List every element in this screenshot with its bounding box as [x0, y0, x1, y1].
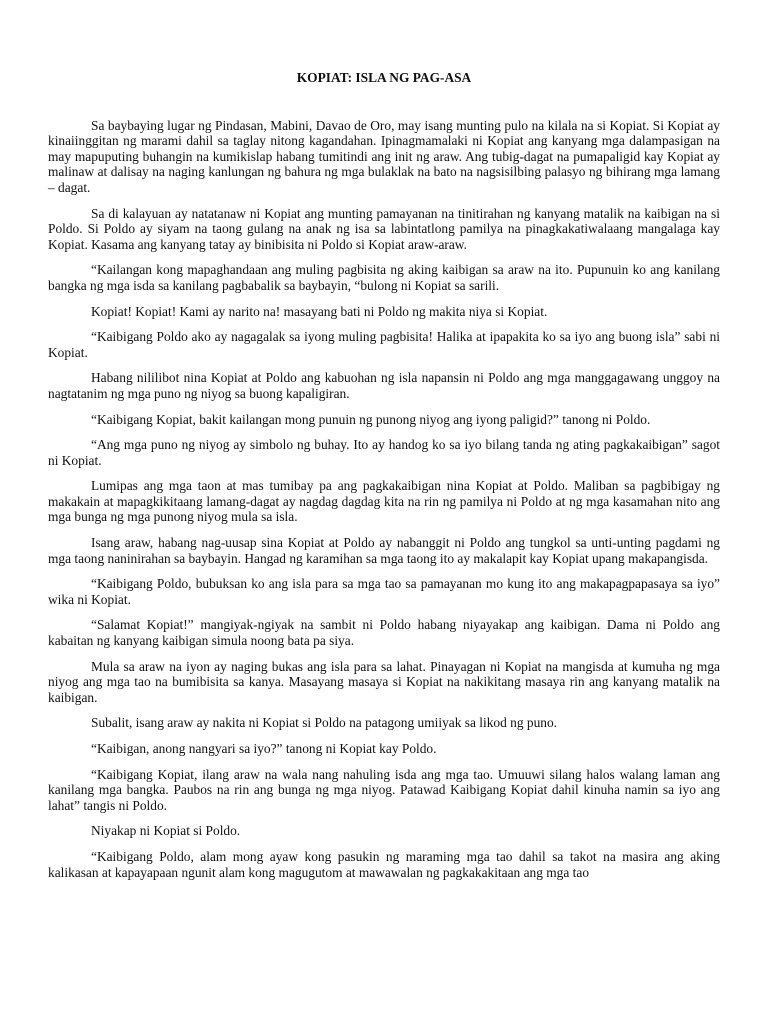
paragraph: Subalit, isang araw ay nakita ni Kopiat si Poldo na patagong umiiyak sa likod ng puno. [91, 715, 557, 731]
paragraph: “Kaibigang Poldo, bubuksan ko ang isla para sa mga tao sa pamayanan mo kung ito ang makapagpapasaya sa iyo” wika ni Kopiat. [48, 576, 720, 607]
paragraph: Mula sa araw na iyon ay naging bukas ang isla para sa lahat. Pinayagan ni Kopiat na mangisda at kumuha ng mga niyog ang mga tao na bumibisita sa kanya. Masayang masaya si Kopiat na nakikitang masaya rin ang kanyang matalik na kaibigan. [48, 658, 720, 705]
paragraph: Niyakap ni Kopiat si Poldo. [91, 823, 241, 839]
paragraph: Habang nililibot nina Kopiat at Poldo ang kabuohan ng isla napansin ni Poldo ang mga manggagawang unggoy na nagtatanim ng mga puno ng niyog sa buong kapaligiran. [48, 370, 720, 401]
paragraph: “Salamat Kopiat!” mangiyak-ngiyak na sambit ni Poldo habang niyayakap ang kaibigan. Dama ni Poldo ang kabaitan ng kanyang kaibigan simula noong bata pa siya. [48, 617, 720, 649]
paragraph: “Kailangan kong mapaghandaan ang muling pagbisita ng aking kaibigan sa araw na ito. Pupunuin ko ang kanilang bangka ng mga isda sa kanilang pagbabalik sa baybayin, “bulong ni Kopiat sa sarili. [48, 262, 720, 293]
paragraph: Sa baybaying lugar ng Pindasan, Mabini, Davao de Oro, may isang munting pulo na kilala na si Kopiat. Si Kopiat ay kinaiinggitan ng marami dahil sa taglay nitong kagandahan. Ipinagmamalaki ni Kopiat ang kanyang mga dalampasigan na may mapuputing buhangin na kumikislap habang tumitindi ang init ng araw. Ang tubig-dagat na pumapaligid kay Kopiat ay malinaw at dalisay na naging kanlungan ng bahura ng mga bulaklak na bato na nagsisilbing palasyo ng bihirang mga lamang – dagat. [48, 117, 720, 195]
document-body [48, 118, 720, 881]
paragraph: Sa di kalayuan ay natatanaw ni Kopiat ang munting pamayanan na tinitirahan ng kanyang matalik na kaibigan na si Poldo. Si Poldo ay siyam na taong gulang na anak ng isa sa labintatlong pamilya na pinagkakatiwalaang mangalaga kay Kopiat. Kasama ang kanyang tatay ay binibisita ni Poldo si Kopiat araw-araw. [48, 205, 720, 252]
paragraph: “Kaibigang Kopiat, bakit kailangan mong punuin ng punong niyog ang iyong paligid?” tanong ni Poldo. [91, 411, 651, 427]
paragraph: “Kaibigang Poldo ako ay nagagalak sa iyong muling pagbisita! Halika at ipapakita ko sa iyo ang buong isla” sabi ni Kopiat. [48, 329, 720, 360]
document-title: KOPIAT: ISLA NG PAG-ASA [296, 70, 472, 85]
paragraph: “Kaibigan, anong nangyari sa iyo?” tanong ni Kopiat kay Poldo. [91, 741, 437, 756]
paragraph: Lumipas ang mga taon at mas tumibay pa ang pagkakaibigan nina Kopiat at Poldo. Maliban sa pagbibigay ng makakain at mapagkikitaang lamang-dagat ay nagdag dagdag kita na rin ng pamilya ni Poldo at ng mga kasamahan nito ang mga bunga ng mga punong niyog mula sa isla. [48, 478, 720, 525]
paragraph: Kopiat! Kopiat! Kami ay narito na! masayang bati ni Poldo ng makita niya si Kopiat. [91, 303, 548, 319]
paragraph: “Ang mga puno ng niyog ay simbolo ng buhay. Ito ay handog ko sa iyo bilang tanda ng ating pagkakaibigan” sagot ni Kopiat. [48, 437, 720, 468]
paragraph: Isang araw, habang nag-uusap sina Kopiat at Poldo ay nabanggit ni Poldo ang tungkol sa unti-unting pagdami ng mga taong naninirahan sa baybayin. Hangad ng karamihan sa mga taong ito ay makalapit kay Kopiat upang makapangisda. [48, 535, 720, 566]
paragraph: “Kaibigang Kopiat, ilang araw na wala nang nahuling isda ang mga tao. Umuuwi silang halos walang laman ang kanilang mga bangka. Paubos na rin ang bunga ng mga niyog. Patawad Kaibigang Kopiat dahil kinuha namin sa iyo ang lahat” tangis ni Poldo. [48, 766, 720, 813]
paragraph: “Kaibigang Poldo, alam mong ayaw kong pasukin ng maraming mga tao dahil sa takot na masira ang aking kalikasan at kapayapaan ngunit alam kong magugutom at mawawalan ng pagkakakitaan ang mga tao [48, 848, 720, 880]
